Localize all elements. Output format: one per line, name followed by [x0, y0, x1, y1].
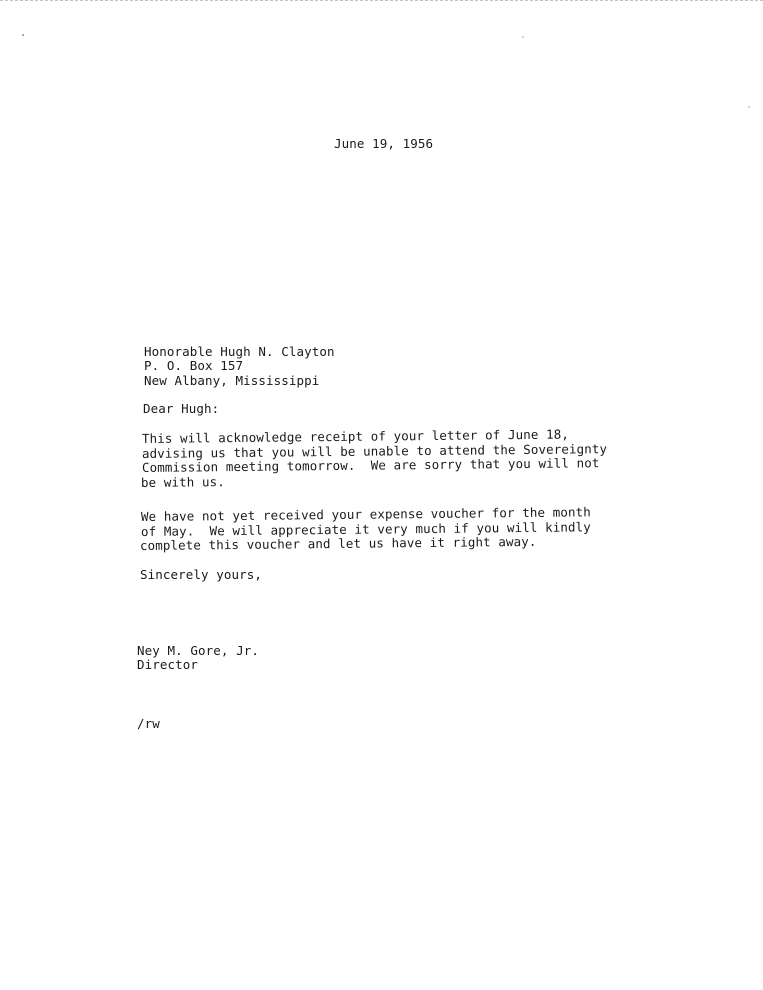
paragraph-line: be with us.	[140, 474, 225, 490]
signer-name: Ney M. Gore, Jr.	[137, 643, 260, 658]
letter-date: June 19, 1956	[334, 136, 434, 151]
scan-speck	[748, 106, 750, 108]
salutation: Dear Hugh:	[143, 401, 220, 416]
paragraph-line: of May. We will appreciate it very much if you will kindly	[140, 519, 591, 539]
scan-speck	[22, 34, 24, 36]
address-line-name: Honorable Hugh N. Clayton	[144, 344, 335, 359]
address-line-city: New Albany, Mississippi	[144, 373, 320, 388]
scan-speck	[522, 36, 524, 38]
paragraph-line: complete this voucher and let us have it right away.	[139, 533, 537, 553]
address-line-box: P. O. Box 157	[144, 358, 244, 373]
paragraph-line: This will acknowledge receipt of your letter of June 18,	[141, 426, 570, 446]
paragraph-line: Commission meeting tomorrow. We are sorry that you will not	[141, 455, 600, 475]
closing: Sincerely yours,	[140, 567, 263, 582]
signer-title: Director	[137, 657, 199, 672]
paragraph-line: advising us that you will be unable to attend the Sovereignty	[141, 441, 608, 461]
page-top-edge	[0, 0, 763, 3]
typist-initials: /rw	[137, 716, 160, 731]
paragraph-line: We have not yet received your expense voucher for the month	[140, 504, 591, 524]
